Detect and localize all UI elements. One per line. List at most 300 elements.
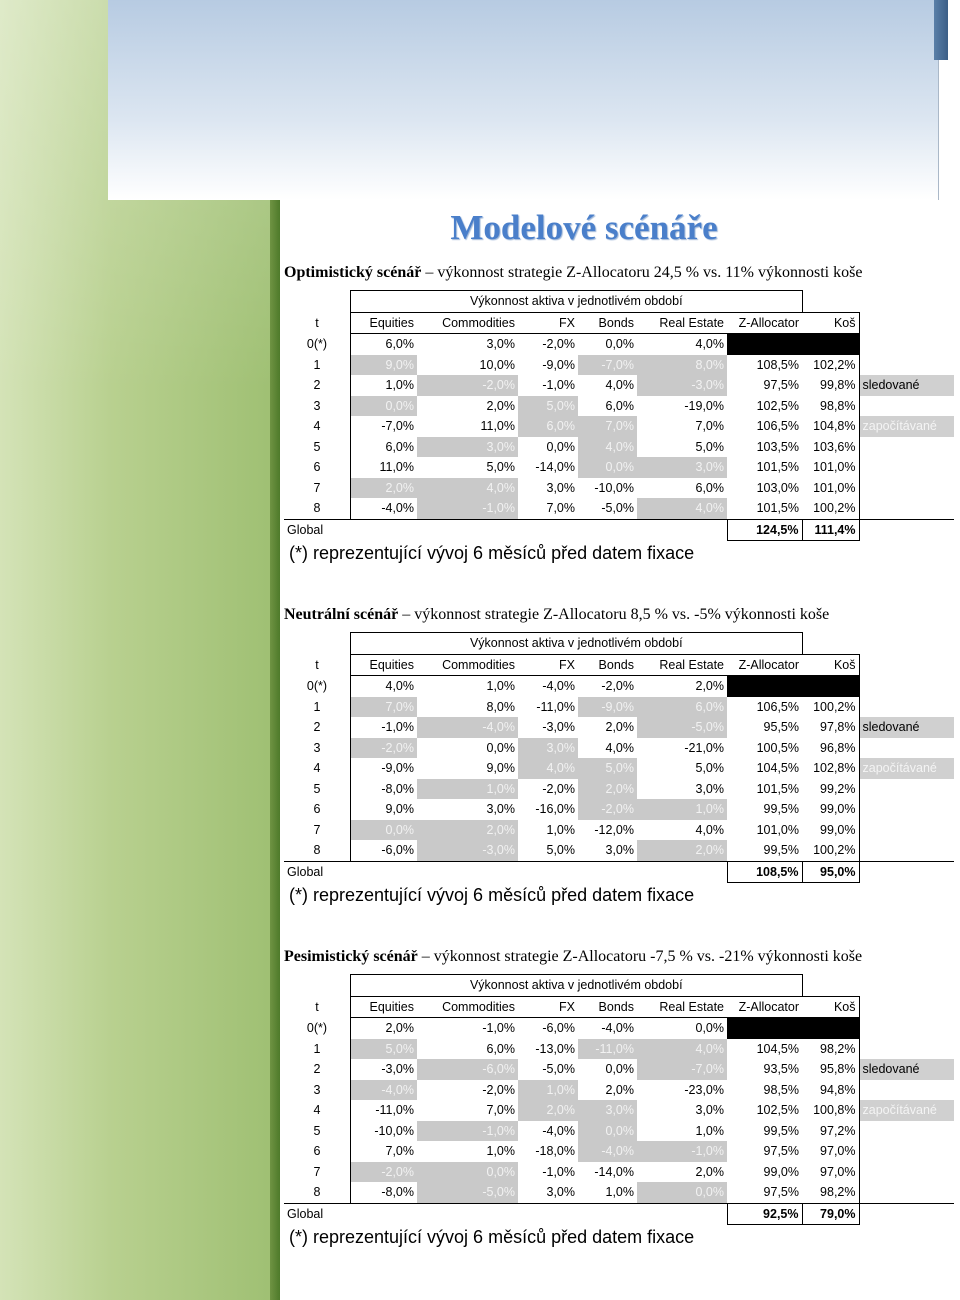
cell-equities: 11,0% (351, 457, 418, 478)
cell-real-estate: 6,0% (695, 480, 724, 495)
cell-period: 3 (313, 1082, 321, 1097)
table-row (284, 1100, 954, 1121)
cell-equities: -8,0% (351, 1182, 418, 1203)
cell-period: 7 (313, 480, 321, 495)
cell-bonds: 2,0% (578, 779, 637, 800)
blank-cell (802, 1018, 859, 1039)
cell-real-estate: 0,0% (637, 1182, 727, 1203)
cell-equities: -11,0% (351, 1100, 418, 1121)
cell-equities: 6,0% (351, 437, 418, 458)
scenario-1 (284, 262, 960, 564)
column-header-equities: Equities (351, 654, 418, 676)
global-kos: 79,0% (802, 1203, 859, 1225)
column-header-bonds: Bonds (578, 312, 637, 334)
cell-fx: -16,0% (535, 802, 575, 817)
cell-bonds: -12,0% (594, 822, 634, 837)
cell-period: 2 (313, 720, 321, 735)
scenario-heading (284, 262, 960, 284)
cell-period: 6 (313, 460, 321, 475)
cell-real-estate: 4,0% (637, 498, 727, 519)
cell-equities: -2,0% (351, 738, 418, 759)
cell-z-allocator: 99,0% (763, 1164, 799, 1179)
cell-period: 1 (313, 699, 321, 714)
cell-fx: 5,0% (518, 396, 578, 417)
cell-real-estate: 7,0% (695, 419, 724, 434)
cell-bonds: 3,0% (578, 840, 637, 861)
cell-commodities: 5,0% (486, 460, 515, 475)
cell-period: 0(*) (306, 337, 328, 351)
cell-commodities: -5,0% (417, 1182, 518, 1203)
table-row (284, 840, 954, 861)
cell-equities: 1,0% (351, 375, 418, 396)
table-row (284, 779, 954, 800)
cell-bonds: -4,0% (578, 1141, 637, 1162)
table-row (284, 478, 954, 499)
table-title: Výkonnost aktiva v jednotlivém období (351, 291, 803, 313)
cell-commodities: -4,0% (417, 717, 518, 738)
cell-bonds: 0,0% (578, 1121, 637, 1142)
cell-real-estate: 1,0% (695, 1123, 724, 1138)
cell-kos: 98,2% (802, 1182, 859, 1203)
cell-bonds: -4,0% (601, 1021, 634, 1036)
table-row (284, 1141, 954, 1162)
cell-equities: 5,0% (351, 1039, 418, 1060)
cell-z-allocator: 100,5% (756, 740, 799, 755)
cell-equities: 2,0% (351, 1018, 418, 1039)
cell-kos: 97,0% (802, 1141, 859, 1162)
scenario-heading (284, 946, 960, 968)
table-row (284, 1039, 954, 1060)
scenario-description: výkonnost strategie Z-Allocatoru 8,5 % vs. -5% výkonnosti koše (414, 606, 830, 623)
cell-bonds: 4,0% (605, 740, 634, 755)
cell-real-estate: 8,0% (637, 355, 727, 376)
cell-bonds: -9,0% (578, 697, 637, 718)
cell-fx: -18,0% (535, 1144, 575, 1159)
cell-kos: 100,2% (802, 498, 859, 519)
column-header-real-estate: Real Estate (637, 654, 727, 676)
cell-z-allocator: 93,5% (763, 1062, 799, 1077)
cell-equities: 9,0% (351, 799, 418, 820)
blank-cell (802, 676, 859, 697)
scenario-name: Pesimistický scénář (284, 948, 418, 965)
table-row (284, 355, 954, 376)
cell-real-estate: -7,0% (637, 1059, 727, 1080)
cell-kos: 99,0% (802, 799, 859, 820)
cell-z-allocator: 101,5% (756, 460, 799, 475)
cell-z-allocator: 101,5% (756, 781, 799, 796)
cell-equities: 2,0% (351, 478, 418, 499)
footnote: (*) reprezentující vývoj 6 měsíců před datem fixace (289, 543, 695, 563)
table-header-row (284, 312, 954, 334)
scenario-table (284, 290, 954, 541)
cell-commodities: 11,0% (480, 419, 515, 434)
cell-bonds: 0,0% (605, 1062, 634, 1077)
cell-equities: -8,0% (351, 779, 418, 800)
cell-kos: 104,8% (802, 416, 859, 437)
page-title: Modelové scénáře (450, 208, 718, 247)
blank-cell (802, 334, 859, 355)
blank-cell (727, 334, 802, 355)
global-label: Global (287, 523, 324, 537)
cell-equities: -6,0% (351, 840, 418, 861)
cell-fx: -11,0% (536, 699, 575, 714)
cell-kos: 95,8% (802, 1059, 859, 1080)
cell-period: 7 (313, 822, 321, 837)
scenario-description: výkonnost strategie Z-Allocatoru -7,5 % vs. -21% výkonnosti koše (433, 948, 863, 965)
global-z-allocator: 92,5% (727, 1203, 802, 1225)
cell-bonds: 0,0% (605, 337, 634, 352)
table-row (284, 1121, 954, 1142)
scenario-3 (284, 946, 960, 1248)
table-row (284, 820, 954, 841)
table-row (284, 1080, 954, 1101)
column-header-fx: FX (518, 996, 578, 1018)
blank-cell (727, 1018, 802, 1039)
cell-period: 6 (313, 1144, 321, 1159)
global-row (284, 861, 954, 883)
cell-fx: 3,0% (546, 480, 575, 495)
cell-commodities: -1,0% (482, 1021, 515, 1036)
scenario-name: Optimistický scénář (284, 264, 422, 281)
cell-real-estate: -21,0% (684, 740, 724, 755)
global-row (284, 519, 954, 541)
column-header-bonds: Bonds (578, 654, 637, 676)
cell-period: 4 (313, 419, 321, 434)
scenario-2 (284, 604, 960, 906)
cell-real-estate: 5,0% (695, 761, 724, 776)
cell-z-allocator: 108,5% (756, 357, 799, 372)
cell-fx: 6,0% (518, 416, 578, 437)
cell-period: 8 (284, 1182, 351, 1203)
cell-bonds: 5,0% (578, 758, 637, 779)
cell-real-estate: 0,0% (695, 1021, 724, 1036)
cell-fx: -3,0% (542, 720, 575, 735)
cell-fx: 5,0% (518, 840, 578, 861)
cell-bonds: 4,0% (605, 378, 634, 393)
cell-z-allocator: 97,5% (763, 1144, 799, 1159)
column-header-period: t (315, 315, 319, 330)
cell-period: 4 (313, 1103, 321, 1118)
cell-kos: 102,2% (802, 355, 859, 376)
footnote: (*) reprezentující vývoj 6 měsíců před datem fixace (289, 1227, 695, 1247)
cell-fx: 0,0% (546, 439, 575, 454)
cell-z-allocator: 95,5% (763, 720, 799, 735)
cell-real-estate: 4,0% (695, 822, 724, 837)
tag-zapocitavane: započítávané (859, 416, 954, 437)
cell-fx: -4,0% (542, 679, 575, 694)
cell-commodities: -1,0% (417, 1121, 518, 1142)
cell-fx: 4,0% (518, 758, 578, 779)
cell-fx: 2,0% (518, 1100, 578, 1121)
scenario-table (284, 974, 954, 1225)
scenario-dash: – (402, 606, 411, 623)
cell-z-allocator: 99,5% (727, 840, 802, 861)
cell-fx: 3,0% (518, 1182, 578, 1203)
cell-equities: -4,0% (351, 498, 418, 519)
cell-commodities: 6,0% (486, 1041, 515, 1056)
column-header-z-allocator: Z-Allocator (727, 996, 802, 1018)
cell-commodities: -6,0% (417, 1059, 518, 1080)
cell-commodities: -2,0% (417, 375, 518, 396)
cell-z-allocator: 106,5% (756, 699, 799, 714)
cell-real-estate: -3,0% (637, 375, 727, 396)
cell-real-estate: 3,0% (695, 1103, 724, 1118)
cell-z-allocator: 101,0% (756, 822, 799, 837)
cell-period: 8 (284, 498, 351, 519)
cell-kos: 99,8% (802, 375, 859, 396)
scenario-name: Neutrální scénář (284, 606, 399, 623)
column-header-real-estate: Real Estate (637, 312, 727, 334)
cell-bonds: 6,0% (605, 398, 634, 413)
cell-fx: 7,0% (518, 498, 578, 519)
column-header-equities: Equities (351, 312, 418, 334)
cell-equities: 7,0% (351, 1141, 418, 1162)
cell-real-estate: 4,0% (637, 1039, 727, 1060)
cell-z-allocator: 103,0% (756, 480, 799, 495)
cell-commodities: 2,0% (417, 820, 518, 841)
cell-kos: 99,2% (802, 779, 859, 800)
table-row (284, 396, 954, 417)
cell-period: 6 (313, 802, 321, 817)
cell-bonds: -2,0% (601, 679, 634, 694)
cell-real-estate: 5,0% (695, 439, 724, 454)
cell-commodities: 9,0% (486, 761, 515, 776)
cell-equities: 0,0% (351, 396, 418, 417)
column-header-fx: FX (518, 654, 578, 676)
table-row (284, 758, 954, 779)
cell-period: 5 (313, 1123, 321, 1138)
cell-equities: -7,0% (351, 416, 418, 437)
cell-bonds: -10,0% (594, 480, 634, 495)
cell-z-allocator: 99,5% (763, 1123, 799, 1138)
cell-real-estate: 4,0% (695, 337, 724, 352)
cell-commodities: 1,0% (486, 679, 515, 694)
cell-z-allocator: 102,5% (756, 398, 799, 413)
cell-commodities: 7,0% (486, 1103, 515, 1118)
table-row (284, 799, 954, 820)
cell-period: 0(*) (306, 1021, 328, 1035)
cell-bonds: -14,0% (594, 1164, 634, 1179)
cell-period: 1 (313, 1041, 321, 1056)
table-row (284, 738, 954, 759)
cell-fx: 1,0% (518, 1080, 578, 1101)
cell-z-allocator: 99,5% (763, 802, 799, 817)
tag-sledovane: sledované (859, 375, 954, 396)
cell-period: 0(*) (306, 679, 328, 693)
cell-real-estate: 6,0% (637, 697, 727, 718)
tag-sledovane: sledované (859, 717, 954, 738)
global-row (284, 1203, 954, 1225)
cell-equities: -10,0% (351, 1121, 418, 1142)
cell-fx: -1,0% (542, 378, 575, 393)
cell-real-estate: -19,0% (684, 398, 724, 413)
column-header-kos: Koš (802, 312, 859, 334)
background-top-banner (108, 0, 939, 200)
column-header-period: t (315, 657, 319, 672)
cell-kos: 94,8% (802, 1080, 859, 1101)
cell-kos: 97,8% (802, 717, 859, 738)
cell-equities: -1,0% (351, 717, 418, 738)
cell-real-estate: -1,0% (637, 1141, 727, 1162)
cell-real-estate: -5,0% (637, 717, 727, 738)
table-row (284, 416, 954, 437)
cell-fx: -14,0% (535, 460, 575, 475)
column-header-z-allocator: Z-Allocator (727, 654, 802, 676)
table-row (284, 1059, 954, 1080)
cell-bonds: 1,0% (578, 1182, 637, 1203)
cell-equities: -9,0% (351, 758, 418, 779)
table-row (284, 437, 954, 458)
cell-fx: -9,0% (542, 357, 575, 372)
cell-bonds: 0,0% (578, 457, 637, 478)
cell-kos: 96,8% (802, 738, 859, 759)
cell-commodities: 2,0% (486, 398, 515, 413)
cell-fx: -13,0% (535, 1041, 575, 1056)
cell-bonds: 2,0% (605, 1082, 634, 1097)
cell-real-estate: 2,0% (637, 840, 727, 861)
cell-z-allocator: 103,5% (756, 439, 799, 454)
cell-kos: 101,0% (802, 478, 859, 499)
cell-fx: 1,0% (546, 822, 575, 837)
cell-z-allocator: 101,5% (727, 498, 802, 519)
cell-fx: -5,0% (542, 1062, 575, 1077)
table-row (284, 1162, 954, 1183)
cell-bonds: 4,0% (578, 437, 637, 458)
cell-kos: 98,8% (802, 396, 859, 417)
background-top-right-bar (934, 0, 948, 60)
cell-bonds: -7,0% (578, 355, 637, 376)
cell-period: 2 (313, 1062, 321, 1077)
cell-fx: -2,0% (542, 337, 575, 352)
cell-kos: 102,8% (802, 758, 859, 779)
cell-commodities: -3,0% (417, 840, 518, 861)
cell-equities: 7,0% (351, 697, 418, 718)
table-row (284, 457, 954, 478)
cell-kos: 97,0% (802, 1162, 859, 1183)
cell-kos: 98,2% (802, 1039, 859, 1060)
cell-z-allocator: 102,5% (756, 1103, 799, 1118)
cell-commodities: 8,0% (486, 699, 515, 714)
cell-commodities: 0,0% (417, 1162, 518, 1183)
cell-period: 5 (313, 781, 321, 796)
global-label: Global (287, 1207, 324, 1221)
table-title: Výkonnost aktiva v jednotlivém období (351, 633, 803, 655)
cell-kos: 100,2% (802, 697, 859, 718)
column-header-equities: Equities (351, 996, 418, 1018)
column-header-kos: Koš (802, 996, 859, 1018)
cell-fx: -6,0% (542, 1021, 575, 1036)
global-kos: 95,0% (802, 861, 859, 883)
column-header-commodities: Commodities (417, 996, 518, 1018)
cell-commodities: -2,0% (482, 1082, 515, 1097)
cell-real-estate: 3,0% (695, 781, 724, 796)
footnote: (*) reprezentující vývoj 6 měsíců před datem fixace (289, 885, 695, 905)
column-header-fx: FX (518, 312, 578, 334)
table-row (284, 1182, 954, 1203)
cell-z-allocator: 98,5% (763, 1082, 799, 1097)
tag-sledovane: sledované (859, 1059, 954, 1080)
table-row-zero (284, 676, 954, 697)
cell-equities: -3,0% (351, 1059, 418, 1080)
column-header-bonds: Bonds (578, 996, 637, 1018)
cell-period: 2 (313, 378, 321, 393)
cell-kos: 103,6% (802, 437, 859, 458)
column-header-period: t (315, 999, 319, 1014)
cell-z-allocator: 97,5% (727, 1182, 802, 1203)
cell-bonds: -11,0% (578, 1039, 637, 1060)
cell-period: 1 (313, 357, 321, 372)
column-header-real-estate: Real Estate (637, 996, 727, 1018)
cell-commodities: 4,0% (417, 478, 518, 499)
cell-z-allocator: 106,5% (756, 419, 799, 434)
cell-equities: 0,0% (351, 820, 418, 841)
table-row (284, 498, 954, 519)
blank-cell (727, 676, 802, 697)
global-label: Global (287, 865, 324, 879)
cell-z-allocator: 104,5% (756, 761, 799, 776)
cell-bonds: -2,0% (578, 799, 637, 820)
table-row (284, 375, 954, 396)
cell-kos: 97,2% (802, 1121, 859, 1142)
table-row-zero (284, 1018, 954, 1039)
cell-z-allocator: 104,5% (756, 1041, 799, 1056)
scenario-table (284, 632, 954, 883)
cell-real-estate: -23,0% (684, 1082, 724, 1097)
cell-kos: 101,0% (802, 457, 859, 478)
cell-commodities: 0,0% (486, 740, 515, 755)
global-z-allocator: 124,5% (727, 519, 802, 541)
column-header-commodities: Commodities (417, 654, 518, 676)
cell-fx: -1,0% (542, 1164, 575, 1179)
tag-zapocitavane: započítávané (859, 758, 954, 779)
scenario-description: výkonnost strategie Z-Allocatoru 24,5 % vs. 11% výkonnosti koše (437, 264, 863, 281)
scenario-dash: – (421, 948, 430, 965)
cell-commodities: 1,0% (417, 779, 518, 800)
cell-equities: -2,0% (351, 1162, 418, 1183)
cell-equities: 9,0% (351, 355, 418, 376)
scenario-dash: – (425, 264, 434, 281)
cell-commodities: 10,0% (479, 357, 515, 372)
cell-bonds: -5,0% (578, 498, 637, 519)
cell-z-allocator: 97,5% (763, 378, 799, 393)
cell-period: 3 (313, 398, 321, 413)
table-row-zero (284, 334, 954, 355)
cell-fx: -4,0% (542, 1123, 575, 1138)
cell-kos: 100,8% (802, 1100, 859, 1121)
cell-fx: -2,0% (542, 781, 575, 796)
tag-zapocitavane: započítávané (859, 1100, 954, 1121)
table-row (284, 717, 954, 738)
cell-real-estate: 2,0% (695, 679, 724, 694)
cell-bonds: 7,0% (578, 416, 637, 437)
table-header-row (284, 996, 954, 1018)
cell-equities: 4,0% (351, 676, 418, 697)
cell-period: 5 (313, 439, 321, 454)
cell-equities: -4,0% (351, 1080, 418, 1101)
table-header-row (284, 654, 954, 676)
cell-fx: 3,0% (518, 738, 578, 759)
column-header-z-allocator: Z-Allocator (727, 312, 802, 334)
cell-commodities: 1,0% (486, 1144, 515, 1159)
cell-real-estate: 2,0% (695, 1164, 724, 1179)
cell-period: 7 (313, 1164, 321, 1179)
cell-commodities: 3,0% (486, 337, 515, 352)
column-header-kos: Koš (802, 654, 859, 676)
cell-real-estate: 3,0% (637, 457, 727, 478)
scenario-heading (284, 604, 960, 626)
global-z-allocator: 108,5% (727, 861, 802, 883)
cell-bonds: 3,0% (578, 1100, 637, 1121)
